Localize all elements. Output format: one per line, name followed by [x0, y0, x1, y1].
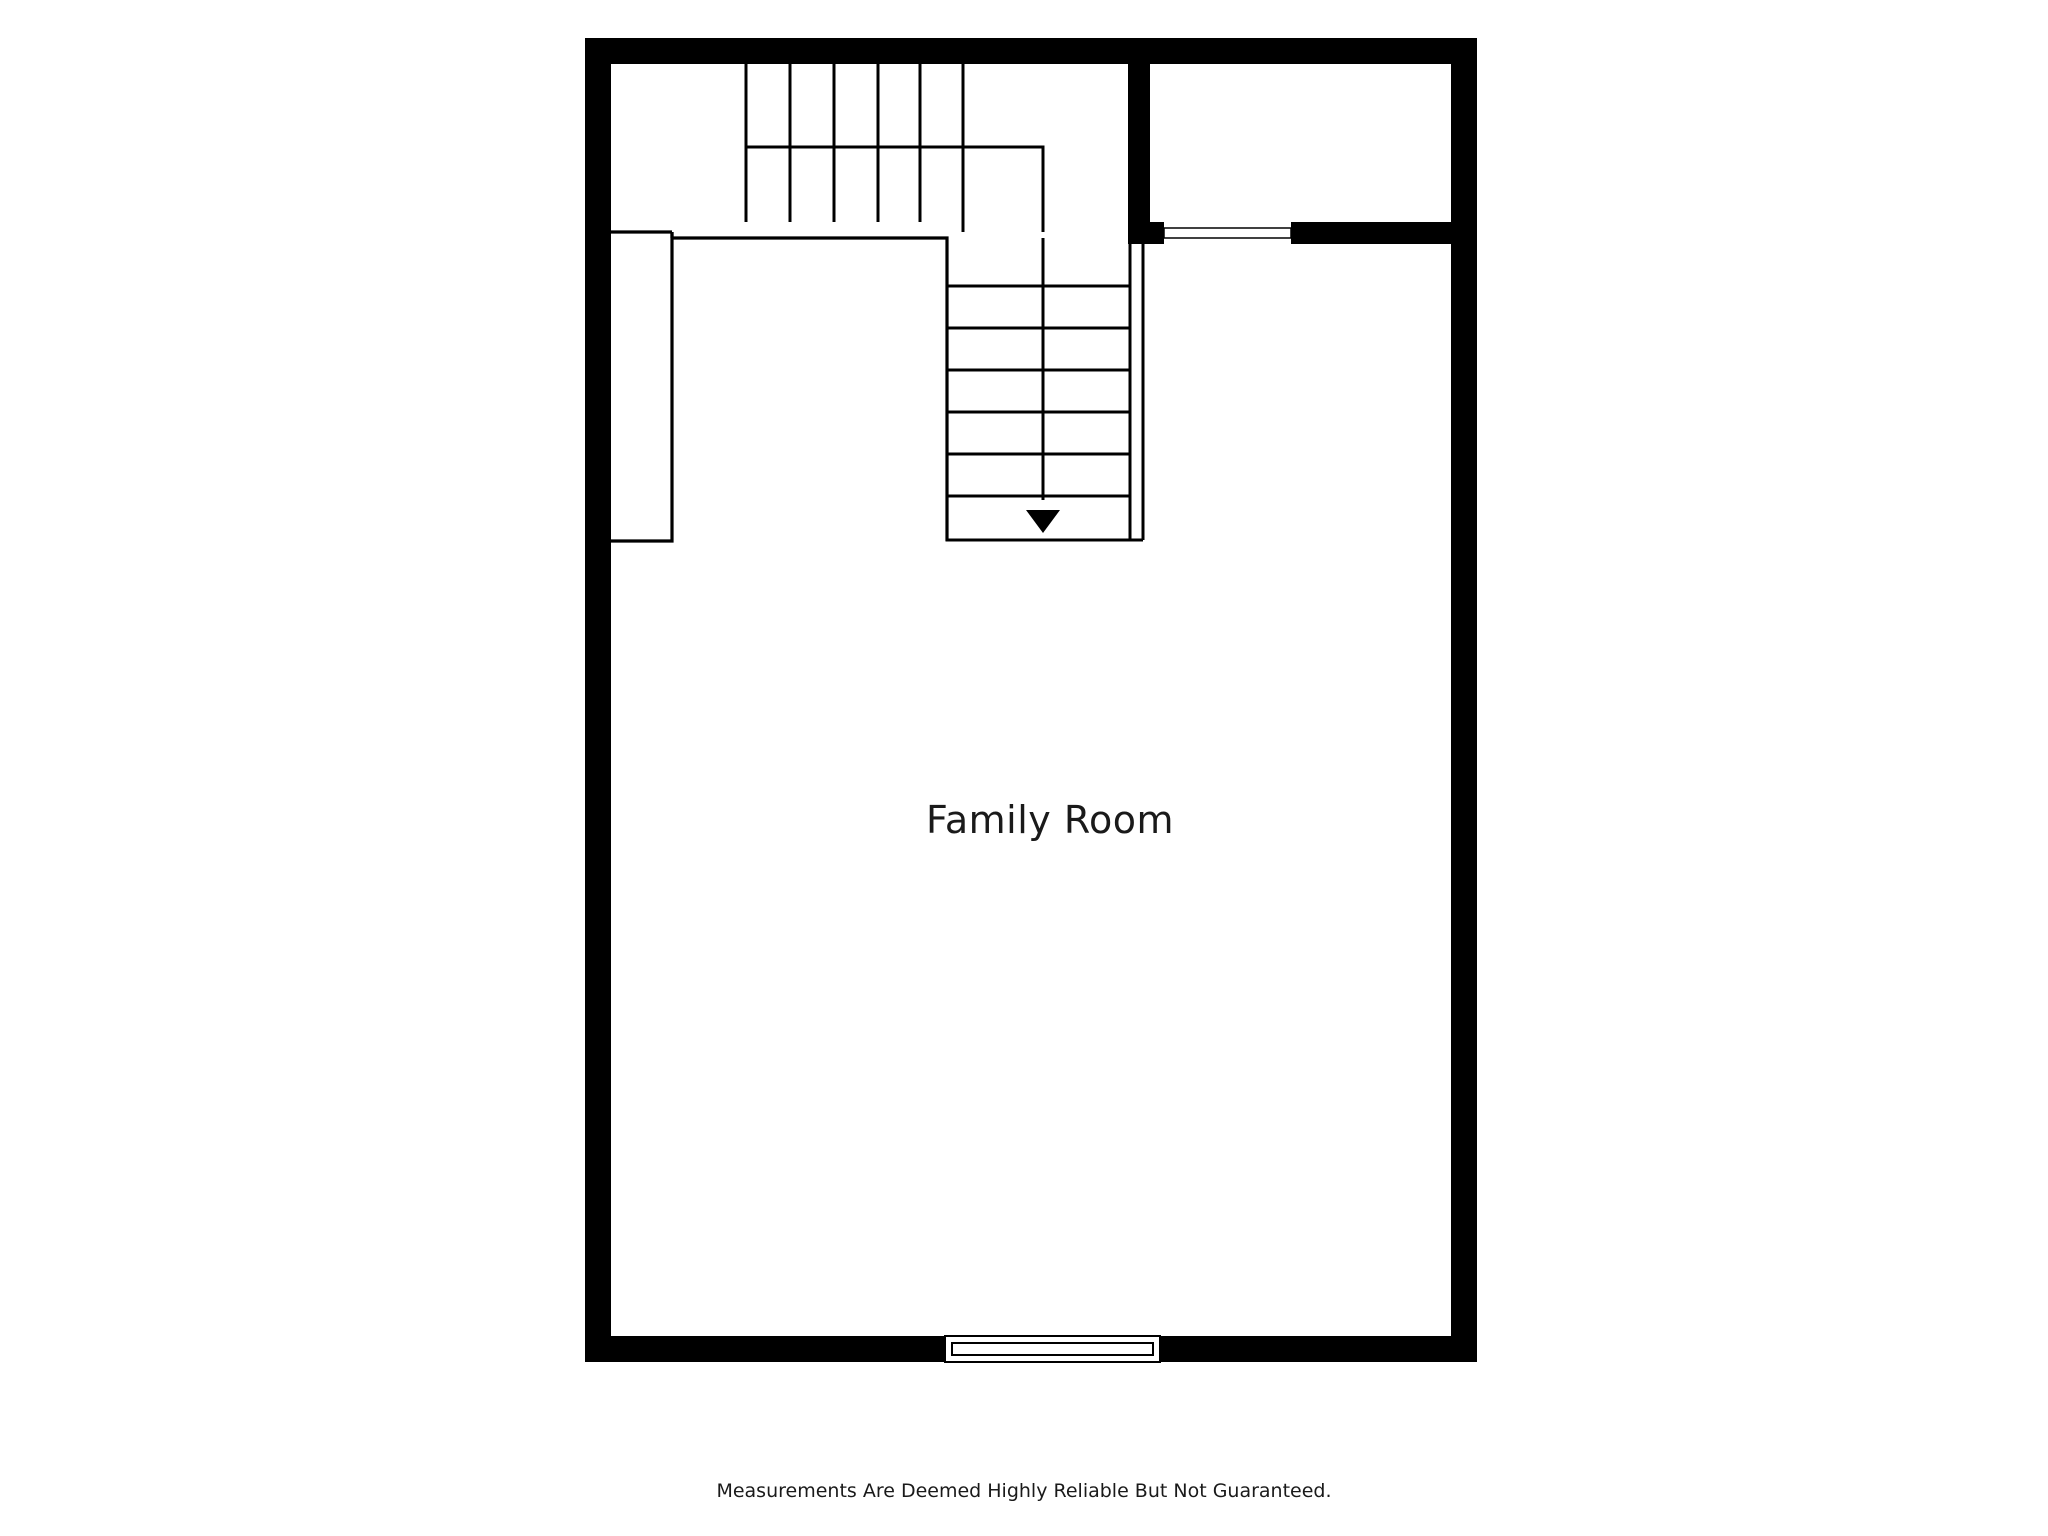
room-label-family-room: Family Room: [925, 798, 1175, 842]
measurements-disclaimer: Measurements Are Deemed Highly Reliable But Not Guaranteed.: [716, 1480, 1332, 1502]
upper-stair-run: [746, 64, 1043, 232]
door-opening-icon: [1164, 228, 1291, 238]
window-icon: [945, 1336, 1160, 1362]
down-arrow-icon: [1026, 510, 1060, 533]
lower-stair-run: [947, 238, 1143, 540]
interior-walls: [1128, 38, 1477, 244]
interior-thin-lines: [611, 232, 947, 541]
